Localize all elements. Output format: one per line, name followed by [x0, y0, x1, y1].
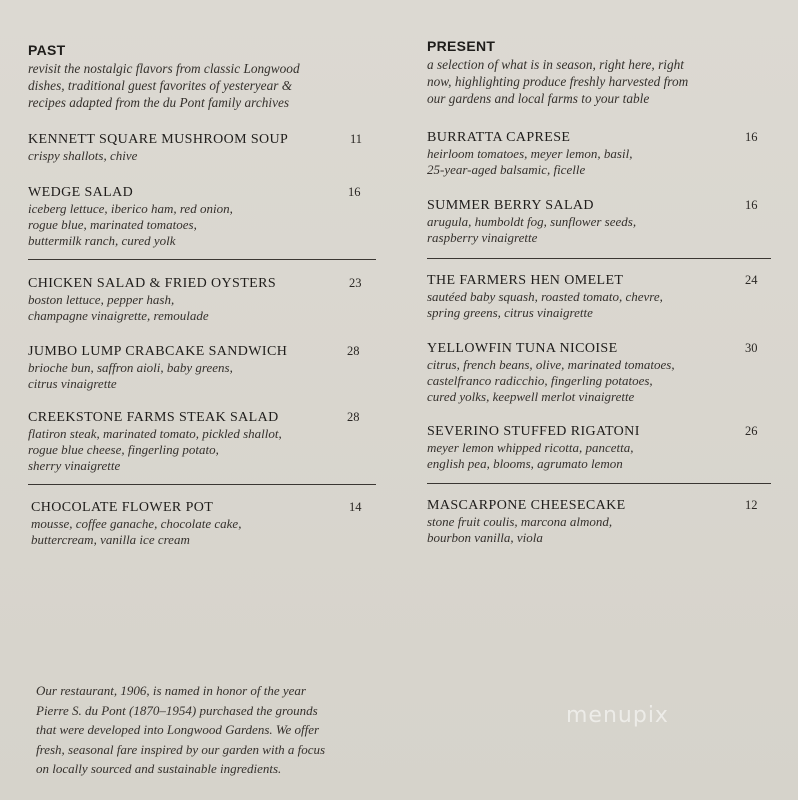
past-heading: PAST	[28, 42, 66, 58]
menu-item-summer-berry-salad	[427, 197, 777, 246]
item-description: meyer lemon whipped ricotta, pancetta, english pea, blooms, agrumato lemon	[427, 440, 634, 471]
item-price: 28	[347, 344, 360, 358]
item-name: SEVERINO STUFFED RIGATONI	[427, 424, 640, 439]
item-name: CHOCOLATE FLOWER POT	[31, 500, 214, 515]
item-description: citrus, french beans, olive, marinated tomatoes, castelfranco radicchio, fingerling potatoes, cured yolks, keepwell merlot vinaigrette	[427, 357, 675, 404]
item-name: YELLOWFIN TUNA NICOISE	[427, 341, 618, 356]
item-name: BURRATTA CAPRESE	[427, 130, 571, 145]
present-heading: PRESENT	[427, 38, 496, 54]
item-price: 12	[745, 498, 758, 512]
section-divider	[427, 258, 771, 259]
item-description: heirloom tomatoes, meyer lemon, basil, 25-year-aged balsamic, ficelle	[427, 146, 633, 177]
menu-item-mascarpone-cheesecake	[427, 497, 777, 546]
present-intro: a selection of what is in season, right here, right now, highlighting produce freshly harvested from our gardens and local farms to your table	[427, 57, 689, 106]
item-name: WEDGE SALAD	[28, 185, 134, 200]
restaurant-about: Our restaurant, 1906, is named in honor of the year Pierre S. du Pont (1870–1954) purchased the grounds that were developed into Longwood Gardens. We offer fresh, seasonal fare inspired by our garden with a focus on locally sourced and sustainable ingredients.	[36, 683, 326, 776]
item-name: SUMMER BERRY SALAD	[427, 198, 594, 213]
item-name: THE FARMERS HEN OMELET	[427, 273, 624, 288]
past-intro: revisit the nostalgic flavors from classic Longwood dishes, traditional guest favorites of yesteryear & recipes adapted from the du Pont family archives	[28, 61, 300, 110]
present-column	[427, 38, 767, 107]
menu-item-wedge-salad	[28, 184, 388, 249]
item-description: crispy shallots, chive	[28, 148, 138, 163]
item-price: 14	[349, 500, 362, 514]
menu-item-stuffed-rigatoni	[427, 423, 777, 472]
past-column	[28, 42, 378, 111]
menu-item-mushroom-soup	[28, 131, 388, 164]
menu-item-tuna-nicoise	[427, 340, 777, 405]
item-description: iceberg lettuce, iberico ham, red onion, rogue blue, marinated tomatoes, buttermilk ranch, cured yolk	[28, 201, 233, 248]
section-divider	[427, 483, 771, 484]
item-price: 28	[347, 410, 360, 424]
item-price: 16	[745, 198, 758, 212]
item-name: CREEKSTONE FARMS STEAK SALAD	[28, 410, 279, 425]
item-description: mousse, coffee ganache, chocolate cake, buttercream, vanilla ice cream	[31, 516, 242, 547]
item-name: KENNETT SQUARE MUSHROOM SOUP	[28, 132, 289, 147]
item-price: 26	[745, 424, 758, 438]
item-name: JUMBO LUMP CRABCAKE SANDWICH	[28, 344, 288, 359]
item-price: 24	[745, 273, 758, 287]
menu-item-chicken-salad	[28, 275, 388, 324]
item-description: stone fruit coulis, marcona almond, bourbon vanilla, viola	[427, 514, 613, 545]
item-name: CHICKEN SALAD & FRIED OYSTERS	[28, 276, 277, 291]
item-description: brioche bun, saffron aioli, baby greens, citrus vinaigrette	[28, 360, 233, 391]
watermark: menupix	[566, 703, 669, 728]
section-divider	[28, 484, 376, 485]
item-price: 30	[745, 341, 758, 355]
item-price: 11	[350, 132, 363, 146]
menu-item-farmers-hen-omelet	[427, 272, 777, 321]
item-name: MASCARPONE CHEESECAKE	[427, 498, 626, 513]
item-price: 23	[349, 276, 362, 290]
item-description: sautéed baby squash, roasted tomato, chevre, spring greens, citrus vinaigrette	[427, 289, 663, 320]
section-divider	[28, 259, 376, 260]
item-price: 16	[745, 130, 758, 144]
item-price: 16	[348, 185, 361, 199]
item-description: flatiron steak, marinated tomato, pickled shallot, rogue blue cheese, fingerling potato, sherry vinaigrette	[28, 426, 282, 473]
menu-item-crabcake-sandwich	[28, 343, 388, 392]
item-description: arugula, humboldt fog, sunflower seeds, raspberry vinaigrette	[427, 214, 637, 245]
menu-item-burratta-caprese	[427, 129, 777, 178]
item-description: boston lettuce, pepper hash, champagne vinaigrette, remoulade	[28, 292, 209, 323]
menu-item-chocolate-flower-pot	[31, 499, 391, 548]
menu-item-steak-salad	[28, 409, 388, 474]
